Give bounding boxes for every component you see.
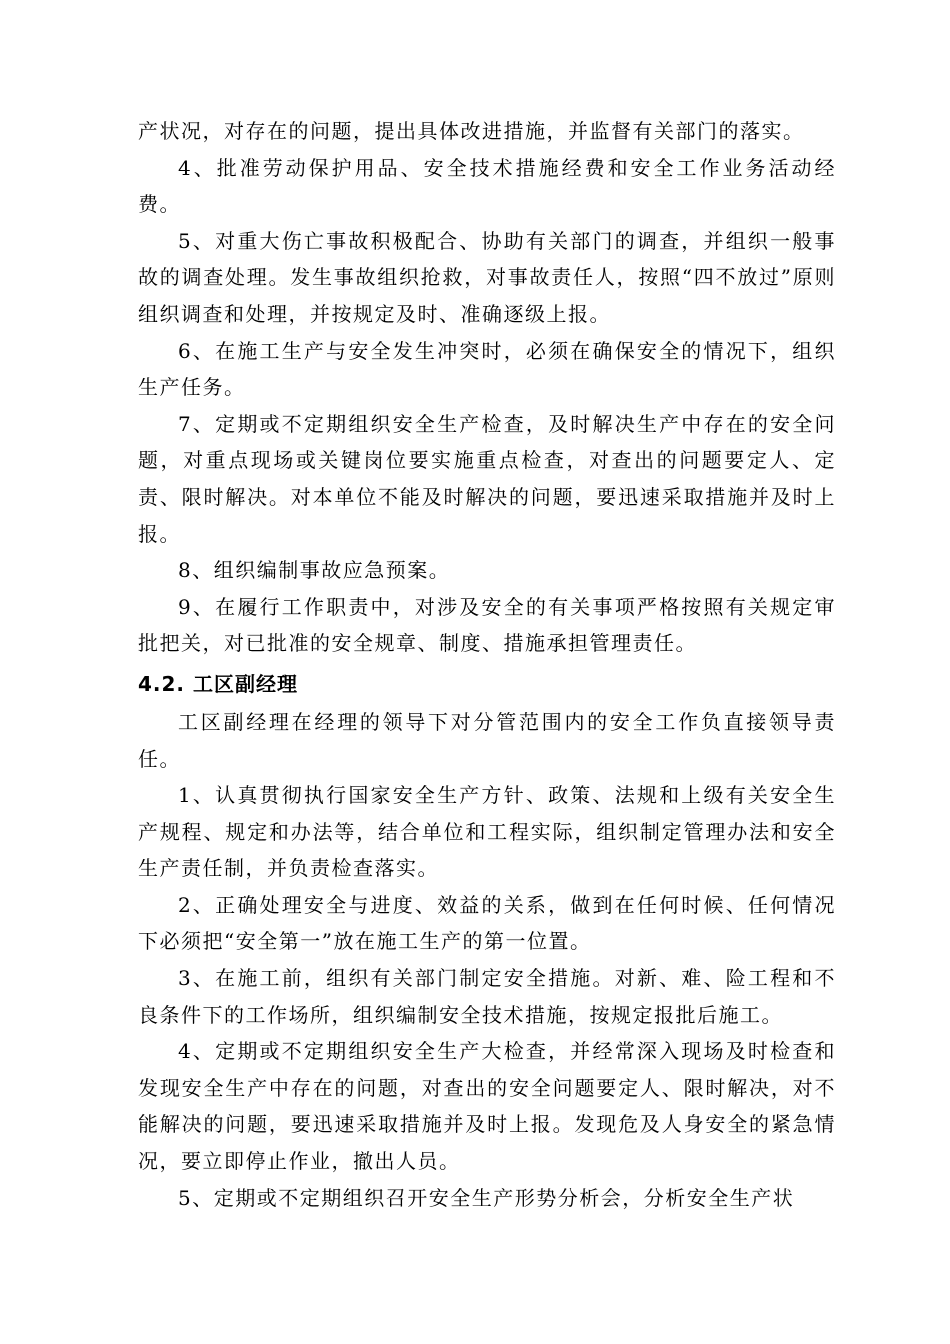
paragraph-item-8: 8、组织编制事故应急预案。 bbox=[178, 558, 451, 583]
deputy-item-3: 3、在施工前，组织有关部门制定安全措施。对新、难、险工程和不良条件下的工作场所，组织编制安全技术措施，按规定报批后施工。 bbox=[138, 966, 836, 1027]
deputy-item-2: 2、正确处理安全与进度、效益的关系，做到在任何时候、任何情况下必须把“安全第一”放在施工生产的第一位置。 bbox=[138, 892, 836, 954]
paragraph-item-7: 7、定期或不定期组织安全生产检查，及时解决生产中存在的安全问题，对重点现场或关键岗位要实施重点检查，对查出的问题要定人、定责、限时解决。对本单位不能及时解决的问题，要迅速采取措施并及时上报。 bbox=[138, 411, 836, 546]
paragraph-item-5: 5、对重大伤亡事故积极配合、协助有关部门的调查，并组织一般事故的调查处理。发生事故组织抢救，对事故责任人，按照“四不放过”原则组织调查和处理，并按规定及时、准确逐级上报。 bbox=[138, 228, 836, 326]
section-heading: 4.2. 工区副经理 bbox=[138, 671, 298, 696]
paragraph-item-9: 9、在履行工作职责中，对涉及安全的有关事项严格按照有关规定审批把关，对已批准的安全规章、制度、措施承担管理责任。 bbox=[138, 594, 836, 656]
paragraph-continuation: 产状况，对存在的问题，提出具体改进措施，并监督有关部门的落实。 bbox=[138, 119, 805, 143]
paragraph-item-6: 6、在施工生产与安全发生冲突时，必须在确保安全的情况下，组织生产任务。 bbox=[138, 338, 836, 400]
section-intro-paragraph: 工区副经理在经理的领导下对分管范围内的安全工作负直接领导责任。 bbox=[138, 709, 836, 771]
deputy-item-4: 4、定期或不定期组织安全生产大检查，并经常深入现场及时检查和发现安全生产中存在的问题，对查出的安全问题要定人、限时解决，对不能解决的问题，要迅速采取措施并及时上报。发现危及人身安全的紧急情况，要立即停止作业，撤出人员。 bbox=[138, 1039, 836, 1174]
document-body bbox=[138, 113, 836, 1216]
paragraph-item-4: 4、批准劳动保护用品、安全技术措施经费和安全工作业务活动经费。 bbox=[138, 155, 836, 217]
deputy-item-1: 1、认真贯彻执行国家安全生产方针、政策、法规和上级有关安全生产规程、规定和办法等，结合单位和工程实际，组织制定管理办法和安全生产责任制，并负责检查落实。 bbox=[138, 783, 836, 881]
deputy-item-5: 5、定期或不定期组织召开安全生产形势分析会，分析安全生产状 bbox=[178, 1185, 795, 1210]
